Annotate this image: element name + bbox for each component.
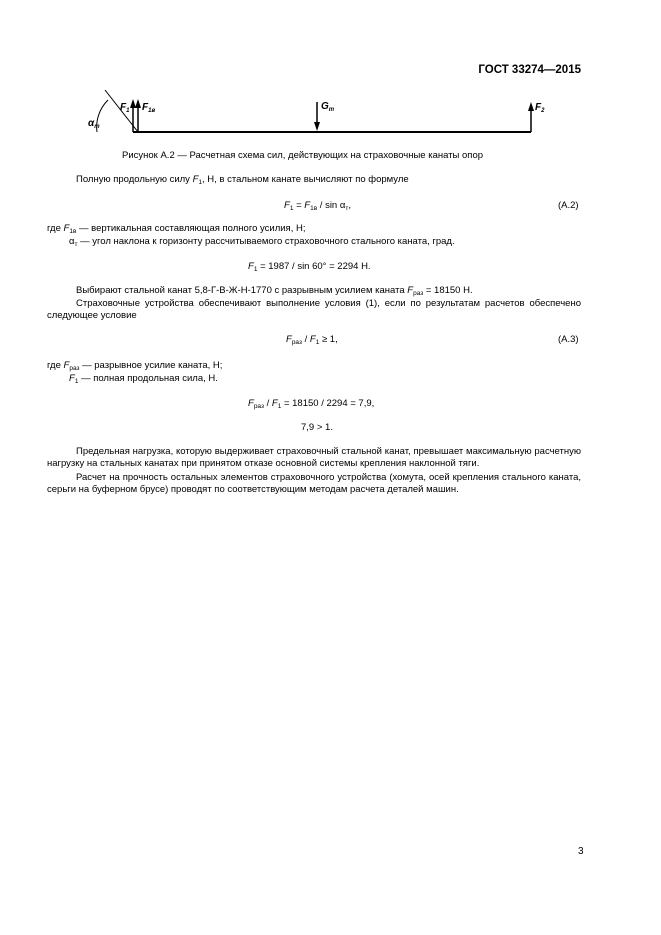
where-fraz: где $F_{раз}$ — разрывное усилие каната, Н;: [47, 360, 223, 372]
force-diagram: [0, 0, 661, 160]
page-number: 3: [578, 846, 584, 857]
gt-arrowhead: [314, 122, 320, 131]
formula-a2: $F_1 = F_{1в} / \sin \alpha_т$,: [284, 200, 351, 212]
f2-label: $F_2$: [535, 102, 545, 114]
calc-ratio: $F_{раз} / F_1 = 18150 / 2294 = 7,9$,: [248, 398, 375, 410]
calc-compare: 7,9 > 1.: [301, 422, 333, 433]
strength-calc-paragraph: Расчет на прочность остальных элементов страховочного устройства (хомута, осей крепления стального каната, серьги на буферном брусе) проводят по соответствующим методам расчета деталей машин.: [47, 472, 581, 495]
rope-selection-paragraph: Выбирают стальной канат 5,8-Г-В-Ж-Н-1770 с разрывным усилием каната $F_{раз} = 18150$ Н.: [76, 285, 473, 297]
where-alpha: $\alpha_т$ — угол наклона к горизонту рассчитываемого страховочного стального каната, град.: [69, 236, 455, 248]
f2-arrowhead: [528, 102, 534, 111]
f1-arrowhead: [130, 99, 136, 108]
calc-f1: $F_1 = 1987 / \sin 60^\circ = 2294$ Н.: [248, 261, 371, 273]
formula-a2-number: (А.2): [558, 200, 579, 211]
condition-paragraph: Страховочные устройства обеспечивают выполнение условия (1), если по результатам расчетов обеспечено следующее условие: [47, 298, 581, 321]
figure-caption: Рисунок А.2 — Расчетная схема сил, действующих на страховочные канаты опор: [122, 150, 484, 161]
f1b-arrowhead: [135, 99, 141, 108]
intro-paragraph: Полную продольную силу $F_1$, Н, в стальном канате вычисляют по формуле: [76, 174, 409, 186]
formula-a3-number: (А.3): [558, 334, 579, 345]
where-f1: $F_1$ — полная продольная сила, Н.: [69, 373, 218, 385]
limit-load-paragraph: Предельная нагрузка, которую выдерживает страховочный стальной канат, превышает максимальную расчетную нагрузку на стальных канатах при принятом отказе основной системы крепления наклонной тяги.: [47, 446, 581, 469]
where-f1b: где $F_{1в}$ — вертикальная составляющая полного усилия, Н;: [47, 223, 306, 235]
gt-label: $G_т$: [321, 101, 335, 113]
f1-label: $F_1$: [120, 102, 130, 114]
standard-header: ГОСТ 33274—2015: [478, 64, 581, 76]
formula-a3: $F_{раз} / F_1 \ge 1$,: [286, 334, 338, 346]
alpha-label: $\alpha_т$: [88, 118, 100, 130]
f1b-label: $F_{1в}$: [142, 102, 156, 114]
